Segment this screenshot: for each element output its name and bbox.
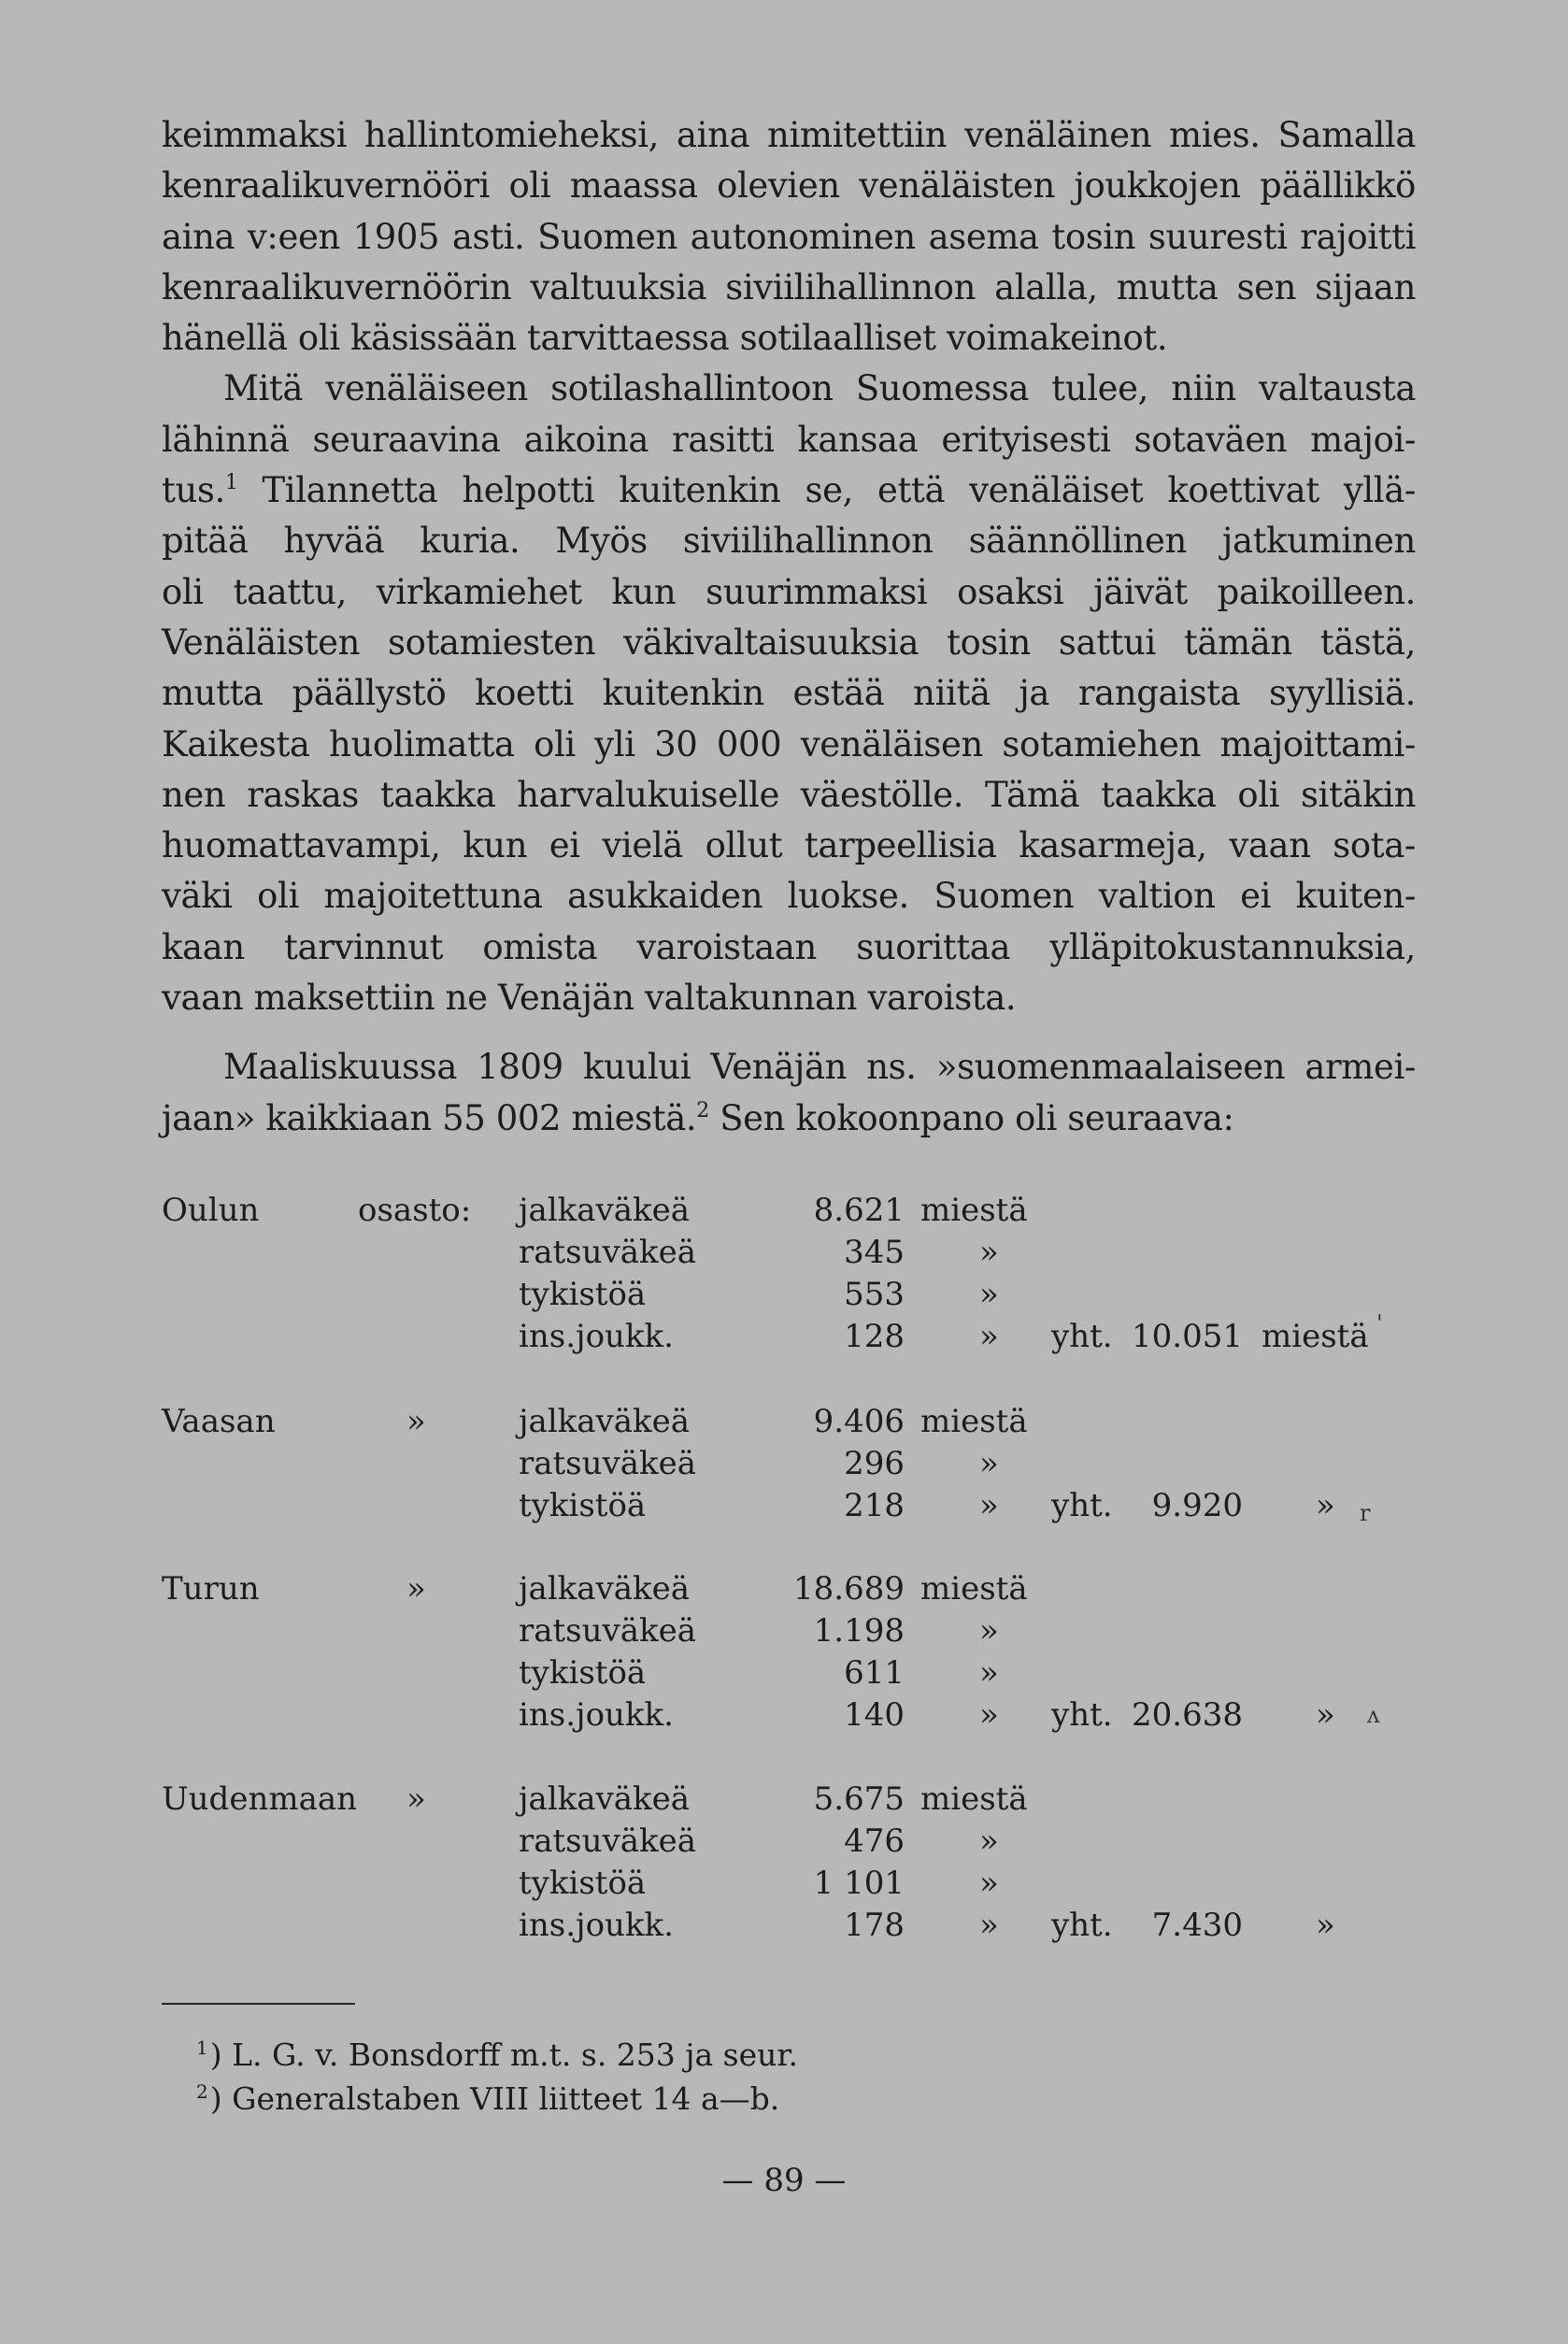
ditto-mark: » <box>406 1403 426 1440</box>
footnote-ref-1[interactable]: 1 <box>224 471 238 495</box>
group-total: 9.920 <box>1151 1487 1243 1524</box>
paragraph-start-line: Maaliskuussa 1809 kuului Venäjän ns. »suomenmaalaiseen armei- <box>223 1047 1416 1088</box>
text-line: kaan tarvinnut omista varoistaan suorittaa ylläpitokustannuksia, <box>162 926 1416 967</box>
text-line: väki oli majoitettuna asukkaiden luokse. Suomen valtion ei kuiten- <box>162 876 1416 917</box>
text-line: kenraalikuvernööri oli maassa olevien venäläisten joukkojen päällikkö <box>162 165 1416 207</box>
table-row <box>162 1654 1470 1696</box>
text-line: lähinnä seuraavina aikoina rasitti kansaa erityisesti sotaväen majoi- <box>162 419 1416 460</box>
ditto-mark: » <box>1316 1907 1335 1944</box>
table-group-turun <box>162 1570 1470 1738</box>
ditto-mark: » <box>979 1612 999 1650</box>
region-label: Vaasan <box>162 1403 276 1440</box>
handwritten-margin-mark: ' <box>1376 1310 1383 1336</box>
footnote-marker: 2 <box>196 2080 208 2103</box>
table-row <box>162 1403 1470 1445</box>
count: 140 <box>844 1696 905 1734</box>
unit: miestä <box>920 1780 1028 1818</box>
table-row <box>162 1865 1470 1907</box>
text-line: oli taattu, virkamiehet kun suurimmaksi osaksi jäivät paikoilleen. <box>162 571 1416 612</box>
text-line: hänellä oli käsissään tarvittaessa sotilaalliset voimakeinot. <box>162 318 1168 359</box>
ditto-mark: » <box>979 1696 999 1734</box>
ditto-mark: » <box>1316 1696 1335 1734</box>
category: ratsuväkeä <box>519 1234 697 1271</box>
count: 476 <box>844 1822 905 1860</box>
handwritten-margin-mark: r <box>1360 1500 1371 1526</box>
text-line <box>162 1093 1416 1144</box>
category: tykistöä <box>519 1865 647 1902</box>
unit: miestä <box>920 1570 1028 1608</box>
group-total: 7.430 <box>1151 1907 1243 1944</box>
count: 296 <box>844 1445 905 1482</box>
category: jalkaväkeä <box>519 1570 691 1608</box>
category: ins.joukk. <box>519 1696 674 1734</box>
ditto-mark: » <box>1316 1487 1335 1524</box>
count: 1.198 <box>813 1612 905 1650</box>
table-row <box>162 1487 1470 1529</box>
category: tykistöä <box>519 1487 647 1524</box>
footnote-ref-2[interactable]: 2 <box>696 1098 709 1122</box>
count: 5.675 <box>813 1780 905 1818</box>
count: 128 <box>844 1318 905 1355</box>
ditto-mark: » <box>979 1234 999 1271</box>
ditto-mark: » <box>406 1780 426 1818</box>
group-total: 10.051 <box>1132 1318 1243 1355</box>
text-fragment: jaan» kaikkiaan 55 002 miestä. <box>162 1097 697 1138</box>
paragraph-start-line: Mitä venäläiseen sotilashallintoon Suomessa tulee, niin valtausta <box>223 368 1416 409</box>
total-label: yht. <box>1051 1907 1113 1944</box>
text-line: nen raskas taakka harvalukuiselle väestölle. Tämä taakka oli sitäkin <box>162 774 1416 815</box>
count: 9.406 <box>813 1403 905 1440</box>
text-line: pitää hyvää kuria. Myös siviilihallinnon säännöllinen jatkuminen <box>162 521 1416 562</box>
ditto-mark: » <box>979 1487 999 1524</box>
unit: miestä <box>920 1403 1028 1440</box>
count: 553 <box>844 1276 905 1313</box>
table-group-vaasan <box>162 1403 1470 1529</box>
text-fragment: Tilannetta helpotti kuitenkin se, että venäläiset koettivat yllä- <box>237 470 1416 511</box>
count: 345 <box>844 1234 905 1271</box>
body-text <box>162 110 1416 1144</box>
page-number: — 89 — <box>721 2162 847 2199</box>
footnote-marker: 1 <box>196 2037 208 2059</box>
table-row <box>162 1445 1470 1487</box>
table-row <box>162 1780 1470 1822</box>
category: ratsuväkeä <box>519 1445 697 1482</box>
category: jalkaväkeä <box>519 1192 691 1229</box>
table-row <box>162 1570 1470 1612</box>
ditto-mark: » <box>979 1318 999 1355</box>
category: jalkaväkeä <box>519 1780 691 1818</box>
count: 218 <box>844 1487 905 1524</box>
category: ins.joukk. <box>519 1907 674 1944</box>
region-label: Turun <box>162 1570 260 1608</box>
text-line: Kaikesta huolimatta oli yli 30 000 venäläisen sotamiehen majoittami- <box>162 723 1416 765</box>
category: ins.joukk. <box>519 1318 674 1355</box>
unit: miestä <box>920 1192 1028 1229</box>
count: 18.689 <box>793 1570 905 1608</box>
count: 1 101 <box>813 1865 905 1902</box>
text-line: keimmaksi hallintomieheksi, aina nimitettiin venäläinen mies. Samalla <box>162 115 1416 155</box>
text-line: Venäläisten sotamiesten väkivaltaisuuksia tosin sattui tämän tästä, <box>162 622 1416 663</box>
text-line <box>162 465 1416 516</box>
footnotes <box>196 2033 798 2121</box>
total-label: yht. <box>1051 1487 1113 1524</box>
region-label: Oulun <box>162 1192 260 1229</box>
ditto-mark: » <box>979 1822 999 1860</box>
category: ratsuväkeä <box>519 1612 697 1650</box>
category: tykistöä <box>519 1276 647 1313</box>
footnote-divider <box>162 2003 355 2005</box>
text-line: aina v:een 1905 asti. Suomen autonominen asema tosin suuresti rajoitti <box>162 216 1416 257</box>
text-line: mutta päällystö koetti kuitenkin estää niitä ja rangaista syyllisiä. <box>162 673 1416 714</box>
category: jalkaväkeä <box>519 1403 691 1440</box>
group-marker: osasto: <box>358 1192 472 1229</box>
footnote-text: ) Generalstaben VIII liitteet 14 a—b. <box>209 2080 780 2117</box>
total-label: yht. <box>1051 1318 1113 1355</box>
handwritten-margin-mark: ʌ <box>1367 1702 1380 1728</box>
ditto-mark: » <box>979 1445 999 1482</box>
footnote-1 <box>196 2033 798 2077</box>
footnote-2 <box>196 2077 798 2121</box>
table-row <box>162 1907 1470 1949</box>
ditto-mark: » <box>979 1654 999 1692</box>
text-line: vaan maksettiin ne Venäjän valtakunnan varoista. <box>162 978 1017 1019</box>
table-row <box>162 1696 1470 1738</box>
ditto-mark: » <box>979 1276 999 1313</box>
region-label: Uudenmaan <box>162 1780 358 1818</box>
count: 8.621 <box>813 1192 905 1229</box>
category: tykistöä <box>519 1654 647 1692</box>
text-fragment: Sen kokoonpano oli seuraava: <box>708 1097 1234 1138</box>
total-label: yht. <box>1051 1696 1113 1734</box>
footnote-text: ) L. G. v. Bonsdorff m.t. s. 253 ja seur. <box>209 2037 799 2073</box>
text-line: huomattavampi, kun ei vielä ollut tarpeellisia kasarmeja, vaan sota- <box>162 825 1416 866</box>
table-row <box>162 1612 1470 1654</box>
ditto-mark: » <box>979 1865 999 1902</box>
ditto-mark: » <box>406 1570 426 1608</box>
total-unit: miestä <box>1262 1318 1369 1355</box>
text-line: kenraalikuvernöörin valtuuksia siviilihallinnon alalla, mutta sen sijaan <box>162 266 1416 307</box>
text-fragment: tus. <box>162 470 225 511</box>
category: ratsuväkeä <box>519 1822 697 1860</box>
table-row <box>162 1822 1470 1865</box>
ditto-mark: » <box>979 1907 999 1944</box>
table-group-uudenmaan <box>162 1780 1470 1949</box>
count: 611 <box>844 1654 905 1692</box>
count: 178 <box>844 1907 905 1944</box>
group-total: 20.638 <box>1132 1696 1243 1734</box>
